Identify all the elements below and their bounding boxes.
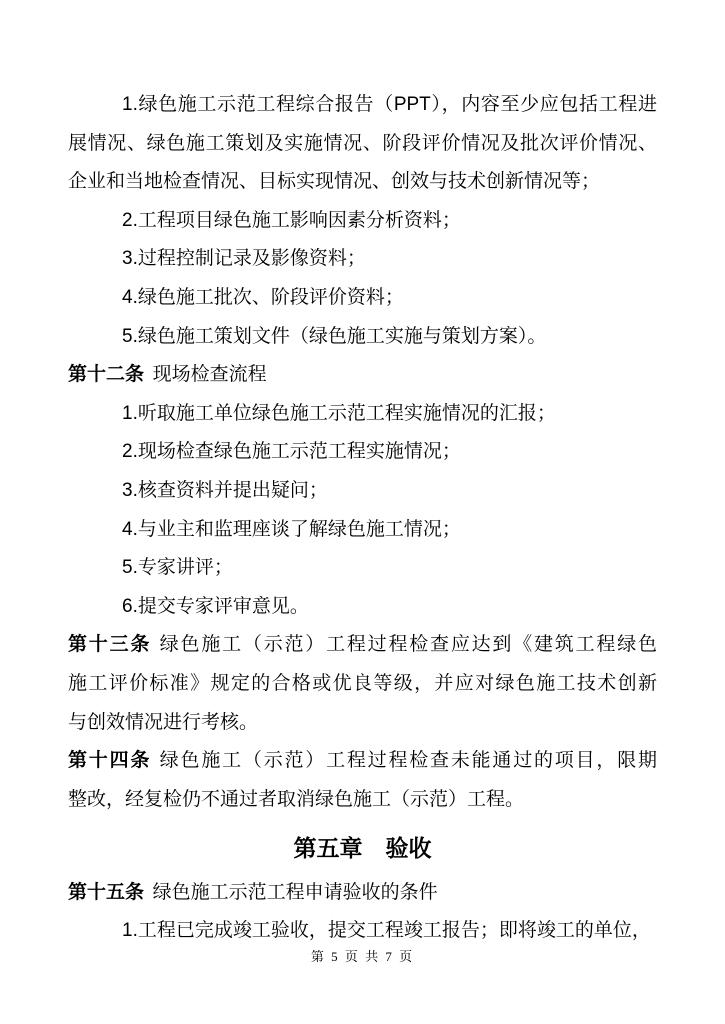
article-number: 第十四条 — [68, 750, 152, 772]
paragraph — [68, 588, 657, 627]
text-line: 第十五条 绿色施工示范工程申请验收的条件 — [68, 881, 438, 903]
article-number: 第十三条 — [68, 634, 152, 656]
paragraph — [68, 395, 657, 434]
text-line: 1.绿色施工示范工程综合报告（PPT），内容至少应包括工程进 — [122, 94, 657, 115]
text-line: 与创效情况进行考核。 — [68, 711, 259, 733]
text-line: 5.专家讲评； — [122, 557, 233, 579]
text-line: 2.工程项目绿色施工影响因素分析资料； — [122, 209, 461, 231]
document-body — [68, 86, 657, 951]
article-paragraph — [68, 742, 657, 819]
page-footer: 第 5 页 共 7 页 — [310, 949, 415, 964]
paragraph — [68, 549, 657, 588]
text-line: 3.核查资料并提出疑问； — [122, 479, 328, 501]
text-line: 第十三条 绿色施工（示范）工程过程检查应达到《建筑工程绿色 — [68, 634, 657, 656]
text-line: 第十二条 现场检查流程 — [68, 364, 267, 386]
text-line: 5.绿色施工策划文件（绿色施工实施与策划方案）。 — [122, 325, 547, 347]
paragraph — [68, 86, 657, 202]
article-paragraph — [68, 626, 657, 742]
text-line: 施工评价标准》规定的合格或优良等级，并应对绿色施工技术创新 — [68, 672, 657, 694]
chapter-heading: 第五章 验收 — [293, 835, 432, 862]
paragraph — [68, 240, 657, 279]
paragraph — [68, 279, 657, 318]
text-line: 第十四条 绿色施工（示范）工程过程检查未能通过的项目，限期 — [68, 750, 657, 772]
text-line: 企业和当地检查情况、目标实现情况、创效与技术创新情况等； — [68, 171, 601, 193]
text-line: 整改，经复检仍不通过者取消绿色施工（示范）工程。 — [68, 788, 525, 810]
text-line: 3.过程控制记录及影像资料； — [122, 248, 366, 270]
paragraph — [68, 511, 657, 550]
article-paragraph — [68, 874, 657, 913]
paragraph — [68, 202, 657, 241]
text-line: 1.听取施工单位绿色施工示范工程实施情况的汇报； — [122, 402, 556, 424]
paragraph — [68, 318, 657, 357]
article-number: 第十五条 — [68, 881, 145, 903]
text-line: 6.提交专家评审意见。 — [122, 595, 309, 617]
paragraph — [68, 433, 657, 472]
article-number: 第十二条 — [68, 364, 145, 386]
paragraph — [68, 472, 657, 511]
text-line: 4.绿色施工批次、阶段评价资料； — [122, 286, 404, 308]
article-paragraph — [68, 356, 657, 395]
text-line: 4.与业主和监理座谈了解绿色施工情况； — [122, 518, 461, 540]
text-line: 1.工程已完成竣工验收，提交工程竣工报告；即将竣工的单位， — [122, 920, 651, 942]
text-line: 2.现场检查绿色施工示范工程实施情况； — [122, 441, 461, 463]
text-line: 展情况、绿色施工策划及实施情况、阶段评价情况及批次评价情况、 — [68, 132, 657, 154]
